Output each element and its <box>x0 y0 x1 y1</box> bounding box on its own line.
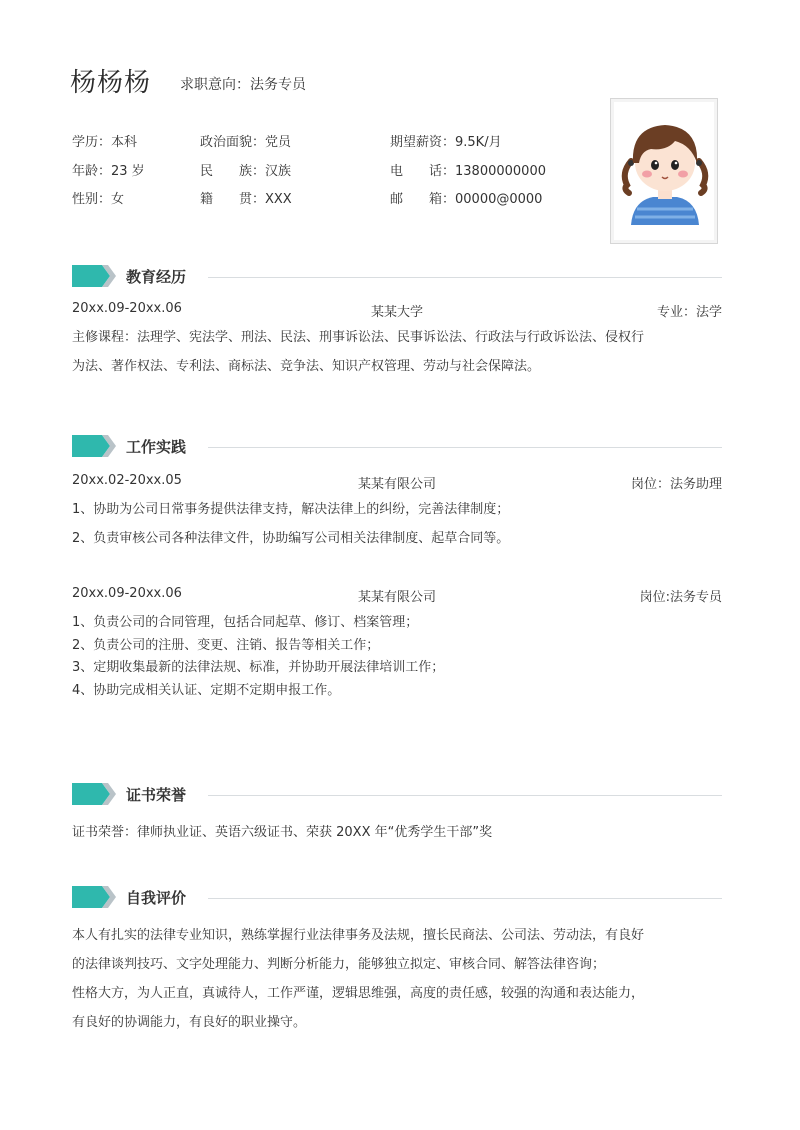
education-school: 某某大学 <box>370 305 423 320</box>
section-certs-header <box>72 783 722 807</box>
section-title-education: 教育经历 <box>126 268 187 286</box>
self-line: 有良好的协调能力，有良好的职业操守。 <box>72 1015 307 1030</box>
section-self-header <box>72 886 722 910</box>
self-line: 的法律谈判技巧、文字处理能力、判断分析能力，能够独立拟定、审核合同、解答法律咨询； <box>72 957 606 972</box>
courses-line: 主修课程：法理学、宪法学、刑法、民法、刑事诉讼法、民事诉讼法、行政法与行政诉讼法、侵权行 <box>72 330 645 345</box>
courses-line: 为法、著作权法、专利法、商标法、竞争法、知识产权管理、劳动与社会保障法。 <box>72 359 541 374</box>
duty-item: 2、负责审核公司各种法律文件，协助编写公司相关法律制度、起草合同等。 <box>72 531 510 546</box>
job-company: 某某有限公司 <box>357 477 436 492</box>
section-title-work: 工作实践 <box>126 438 187 456</box>
duty-item: 3、定期收集最新的法律法规、标准，并协助开展法律培训工作； <box>72 660 445 675</box>
education-period: 20xx.09-20xx.06 <box>72 301 182 316</box>
self-evaluation <box>72 921 724 1037</box>
job-period: 20xx.02-20xx.05 <box>72 473 182 488</box>
section-title-self: 自我评价 <box>126 889 187 907</box>
section-divider <box>208 277 722 278</box>
info-email: 邮 箱：00000@0000 <box>390 192 543 207</box>
section-arrow-icon <box>72 783 116 805</box>
info-salary: 期望薪资：9.5K/月 <box>390 135 502 150</box>
info-ethnicity: 民 族：汉族 <box>200 164 292 179</box>
job-position: 岗位：法务助理 <box>630 477 722 492</box>
education-major: 专业：法学 <box>656 305 722 320</box>
education-courses <box>72 323 724 381</box>
self-line: 性格大方，为人正直，真诚待人，工作严谨，逻辑思维强，高度的责任感，较强的沟通和表达能力， <box>72 986 645 1001</box>
info-gender: 性别：女 <box>72 192 125 207</box>
avatar-illustration <box>617 117 713 225</box>
job-period: 20xx.09-20xx.06 <box>72 586 182 601</box>
info-age: 年龄：23 岁 <box>72 164 145 179</box>
job-intent: 求职意向：法务专员 <box>180 77 306 93</box>
job-company: 某某有限公司 <box>357 590 436 605</box>
section-title-certs: 证书荣誉 <box>126 786 187 804</box>
certs-text: 证书荣誉：律师执业证、英语六级证书、荣获 20XX 年“优秀学生干部”奖 <box>72 825 493 840</box>
job-duties <box>72 495 724 553</box>
duty-item: 1、协助为公司日常事务提供法律支持，解决法律上的纠纷，完善法律制度； <box>72 502 510 517</box>
duty-item: 1、负责公司的合同管理，包括合同起草、修订、档案管理； <box>72 615 419 630</box>
job-position: 岗位:法务专员 <box>639 590 722 605</box>
duty-item: 2、负责公司的注册、变更、注销、报告等相关工作； <box>72 637 380 653</box>
section-arrow-icon <box>72 886 116 908</box>
section-divider <box>208 795 722 796</box>
info-hometown: 籍 贯：XXX <box>200 192 292 207</box>
section-work-header <box>72 435 722 459</box>
info-political: 政治面貌：党员 <box>200 135 292 150</box>
job-row <box>72 586 722 606</box>
section-divider <box>208 447 722 448</box>
section-arrow-icon <box>72 265 116 287</box>
section-education-header <box>72 265 722 289</box>
candidate-name: 杨杨杨 <box>70 68 152 98</box>
info-education: 学历：本科 <box>72 135 138 150</box>
duty-item: 4、协助完成相关认证、定期不定期申报工作。 <box>72 682 341 698</box>
profile-photo <box>610 98 718 244</box>
job-duties <box>72 612 724 702</box>
education-row <box>72 301 722 321</box>
self-line: 本人有扎实的法律专业知识，熟练掌握行业法律事务及法规，擅长民商法、公司法、劳动法，有良好 <box>72 928 645 943</box>
section-divider <box>208 898 722 899</box>
section-arrow-icon <box>72 435 116 457</box>
info-phone: 电 话：13800000000 <box>390 164 546 179</box>
job-row <box>72 473 722 493</box>
